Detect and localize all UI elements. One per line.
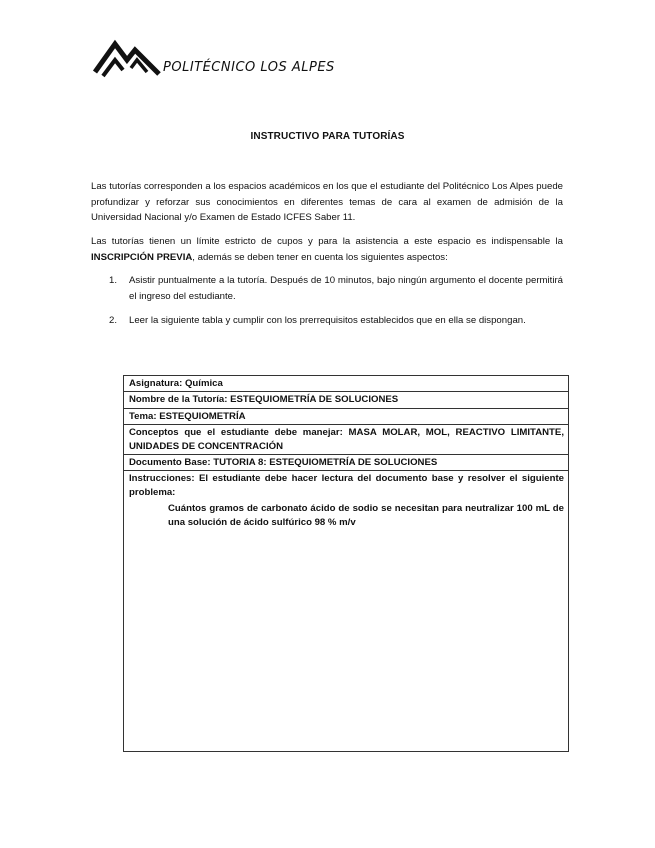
document-title: INSTRUCTIVO PARA TUTORÍAS bbox=[250, 131, 405, 142]
logo bbox=[93, 38, 363, 84]
table-row-nombre: Nombre de la Tutoría: ESTEQUIOMETRÍA DE SOLUCIONES bbox=[124, 392, 568, 408]
paragraph-2-end: , además se deben tener en cuenta los siguientes aspectos: bbox=[192, 251, 448, 263]
tutoria-table bbox=[123, 375, 569, 752]
paragraph-2-start: Las tutorías tienen un límite estricto de cupos y para la asistencia a este espacio es indispensable la bbox=[91, 236, 563, 247]
requirements-paragraph bbox=[91, 234, 563, 265]
table-row-tema: Tema: ESTEQUIOMETRÍA bbox=[124, 409, 568, 425]
list-number: 1. bbox=[109, 275, 118, 286]
problem-text: Cuántos gramos de carbonato ácido de sodio se necesitan para neutralizar 100 mL de una solución de ácido sulfúrico 98 % m/v bbox=[168, 503, 564, 529]
intro-paragraph: Las tutorías corresponden a los espacios académicos en los que el estudiante del Politécnico Los Alpes puede profundizar y reforzar sus conocimientos en diferentes temas de cara al examen de admisión de la Universidad Nacional y/o Examen de Estado ICFES Saber 11. bbox=[91, 181, 563, 224]
logo-text: POLITÉCNICO LOS ALPES bbox=[163, 60, 335, 75]
list-item: Asistir puntualmente a la tutoría. Después de 10 minutos, bajo ningún argumento el docente permitirá el ingreso del estudiante. bbox=[129, 275, 563, 302]
table-row-conceptos: Conceptos que el estudiante debe manejar: MASA MOLAR, MOL, REACTIVO LIMITANTE, UNIDADES DE CONCENTRACIÓN bbox=[124, 425, 568, 455]
list-number: 2. bbox=[109, 315, 118, 326]
table-row-asignatura: Asignatura: Química bbox=[124, 376, 568, 392]
table-row-documento: Documento Base: TUTORIA 8: ESTEQUIOMETRÍA DE SOLUCIONES bbox=[124, 455, 568, 471]
paragraph-2-bold: INSCRIPCIÓN PREVIA bbox=[91, 251, 193, 263]
table-row-instrucciones bbox=[124, 471, 568, 531]
mountain-logo-icon bbox=[93, 38, 165, 78]
instructions-text: Instrucciones: El estudiante debe hacer lectura del documento base y resolver el siguiente problema: bbox=[129, 473, 564, 498]
list-item: Leer la siguiente tabla y cumplir con los prerrequisitos establecidos que en ella se dispongan. bbox=[129, 315, 526, 326]
